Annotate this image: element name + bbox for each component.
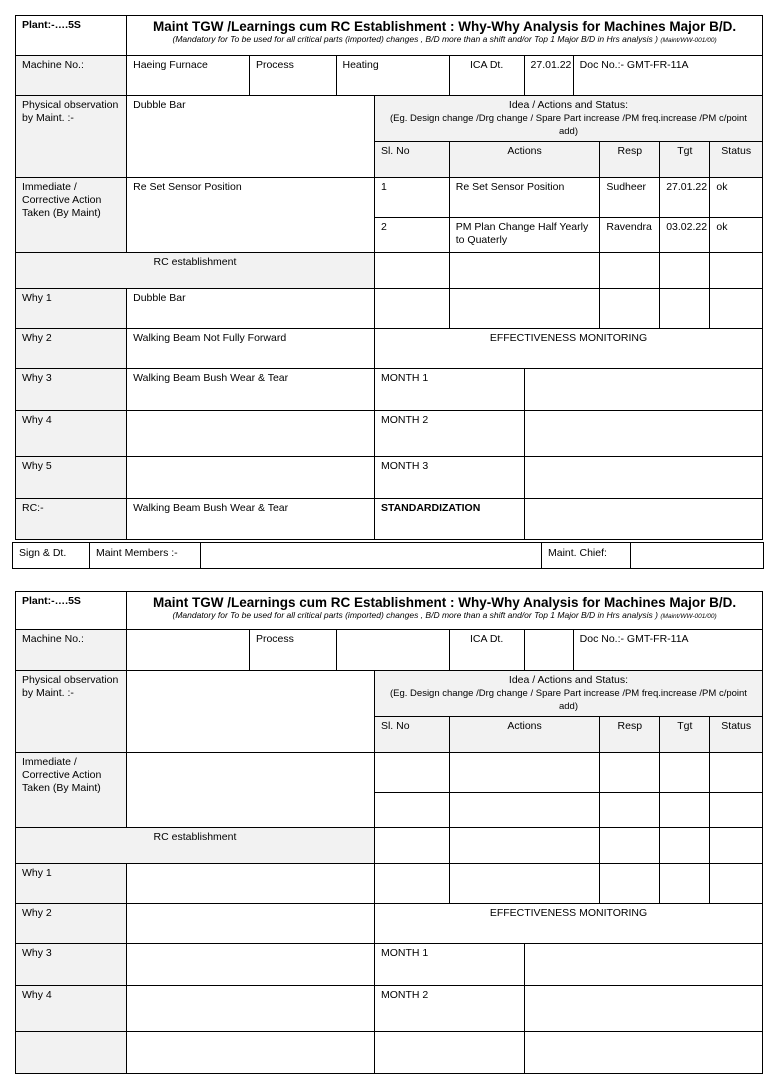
rc-value[interactable]: Walking Beam Bush Wear & Tear — [127, 499, 375, 540]
action-text[interactable]: PM Plan Change Half Yearly to Quaterly — [449, 218, 600, 253]
why5-value[interactable] — [127, 1032, 375, 1074]
sign-date-label: Sign & Dt. — [13, 543, 90, 569]
idea-actions-header: Idea / Actions and Status: (Eg. Design change /Drg change / Spare Part increase /PM freq.increase /PM c/point add) — [374, 96, 762, 142]
action-sl[interactable] — [374, 289, 449, 329]
action-resp[interactable] — [600, 793, 660, 828]
action-tgt[interactable] — [660, 289, 710, 329]
action-resp[interactable] — [600, 289, 660, 329]
effectiveness-monitoring-label: EFFECTIVENESS MONITORING — [374, 329, 762, 369]
ica-dt-value[interactable]: 27.01.22 — [524, 56, 573, 96]
maint-members-value[interactable] — [201, 543, 542, 569]
why5-label: Why 5 — [16, 457, 127, 499]
month2-value[interactable] — [524, 986, 762, 1032]
month1-label: MONTH 1 — [374, 369, 524, 411]
rc-label: RC:- — [16, 499, 127, 540]
why1-label: Why 1 — [16, 289, 127, 329]
tgt-header: Tgt — [660, 142, 710, 178]
why2-label: Why 2 — [16, 329, 127, 369]
month3-label — [374, 1032, 524, 1074]
action-text[interactable] — [449, 864, 600, 904]
process-value[interactable] — [336, 630, 449, 671]
process-value[interactable]: Heating — [336, 56, 449, 96]
maint-members-label: Maint Members :- — [90, 543, 201, 569]
action-tgt[interactable] — [660, 753, 710, 793]
form-header — [127, 592, 763, 630]
machine-no-label: Machine No.: — [16, 630, 127, 671]
machine-no-value[interactable]: Haeing Furnace — [127, 56, 250, 96]
why5-label — [16, 1032, 127, 1074]
why1-value[interactable]: Dubble Bar — [127, 289, 375, 329]
form-subtitle: (Mandatory for To be used for all critical parts (imported) changes , B/D more than a shift and/or Top 1 Major B/D in Hrs analysis ) (Maint/WW-001/00) — [172, 34, 717, 44]
ica-dt-label: ICA Dt. — [449, 56, 524, 96]
month1-value[interactable] — [524, 944, 762, 986]
standardization-label: STANDARDIZATION — [374, 499, 524, 540]
action-tgt[interactable] — [660, 864, 710, 904]
maint-chief-label: Maint. Chief: — [542, 543, 631, 569]
action-sl[interactable] — [374, 753, 449, 793]
month3-value[interactable] — [524, 1032, 762, 1074]
form-title: Maint TGW /Learnings cum RC Establishment : Why-Why Analysis for Machines Major B/D. — [153, 19, 737, 34]
form-subtitle: (Mandatory for To be used for all critical parts (imported) changes , B/D more than a shift and/or Top 1 Major B/D in Hrs analysis ) (Maint/WW-001/00) — [172, 610, 717, 620]
why2-value[interactable] — [127, 904, 375, 944]
why2-value[interactable]: Walking Beam Not Fully Forward — [127, 329, 375, 369]
action-resp[interactable]: Ravendra — [600, 218, 660, 253]
immediate-action-label: Immediate / Corrective Action Taken (By Maint) — [16, 753, 127, 828]
action-sl[interactable] — [374, 793, 449, 828]
physical-observation-label: Physical observation by Maint. :- — [16, 671, 127, 753]
physical-observation-value[interactable]: Dubble Bar — [127, 96, 375, 178]
machine-no-label: Machine No.: — [16, 56, 127, 96]
why5-value[interactable] — [127, 457, 375, 499]
plant-label: Plant:-….5S — [16, 16, 127, 56]
immediate-action-value[interactable] — [127, 753, 375, 828]
doc-no: Doc No.:- GMT-FR-11A — [573, 630, 762, 671]
action-status[interactable] — [710, 828, 763, 864]
action-text[interactable] — [449, 793, 600, 828]
status-header: Status — [710, 717, 763, 753]
action-sl: 1 — [374, 178, 449, 218]
action-text[interactable] — [449, 289, 600, 329]
action-tgt[interactable]: 03.02.22 — [660, 218, 710, 253]
resp-header: Resp — [600, 717, 660, 753]
idea-actions-example: (Eg. Design change /Drg change / Spare Part increase /PM freq.increase /PM c/point add) — [389, 688, 747, 712]
resp-header: Resp — [600, 142, 660, 178]
action-tgt[interactable] — [660, 253, 710, 289]
immediate-action-value[interactable]: Re Set Sensor Position — [127, 178, 375, 253]
action-status[interactable] — [710, 864, 763, 904]
why4-value[interactable] — [127, 986, 375, 1032]
status-header: Status — [710, 142, 763, 178]
doc-no: Doc No.:- GMT-FR-11A — [573, 56, 762, 96]
action-text[interactable] — [449, 253, 600, 289]
action-text[interactable]: Re Set Sensor Position — [449, 178, 600, 218]
why1-value[interactable] — [127, 864, 375, 904]
idea-actions-header: Idea / Actions and Status: (Eg. Design change /Drg change / Spare Part increase /PM freq.increase /PM c/point add) — [374, 671, 762, 717]
plant-label: Plant:-….5S — [16, 592, 127, 630]
sign-row — [12, 542, 764, 569]
action-sl: 2 — [374, 218, 449, 253]
why3-value[interactable] — [127, 944, 375, 986]
action-resp[interactable] — [600, 828, 660, 864]
action-tgt[interactable]: 27.01.22 — [660, 178, 710, 218]
rc-establishment-label: RC establishment — [16, 253, 375, 289]
action-tgt[interactable] — [660, 828, 710, 864]
why2-label: Why 2 — [16, 904, 127, 944]
action-resp[interactable] — [600, 753, 660, 793]
actions-header: Actions — [449, 142, 600, 178]
month2-label: MONTH 2 — [374, 986, 524, 1032]
idea-actions-example: (Eg. Design change /Drg change / Spare Part increase /PM freq.increase /PM c/point add) — [389, 113, 747, 137]
immediate-action-label: Immediate / Corrective Action Taken (By Maint) — [16, 178, 127, 253]
process-label: Process — [249, 630, 336, 671]
action-status[interactable] — [710, 289, 763, 329]
effectiveness-monitoring-label: EFFECTIVENESS MONITORING — [374, 904, 762, 944]
why3-value[interactable]: Walking Beam Bush Wear & Tear — [127, 369, 375, 411]
month2-value[interactable] — [524, 411, 762, 457]
why-why-form-2 — [15, 591, 763, 1074]
form-header — [127, 16, 763, 56]
standardization-value[interactable] — [524, 499, 762, 540]
action-sl[interactable] — [374, 828, 449, 864]
month3-label: MONTH 3 — [374, 457, 524, 499]
why4-value[interactable] — [127, 411, 375, 457]
action-resp[interactable] — [600, 864, 660, 904]
ica-dt-label: ICA Dt. — [449, 630, 524, 671]
machine-no-value[interactable] — [127, 630, 250, 671]
why-why-form-1 — [15, 15, 763, 540]
action-sl[interactable] — [374, 253, 449, 289]
actions-header: Actions — [449, 717, 600, 753]
month1-label: MONTH 1 — [374, 944, 524, 986]
action-tgt[interactable] — [660, 793, 710, 828]
tgt-header: Tgt — [660, 717, 710, 753]
action-status[interactable]: ok — [710, 178, 763, 218]
why3-label: Why 3 — [16, 944, 127, 986]
action-sl[interactable] — [374, 864, 449, 904]
sl-no-header: Sl. No — [374, 717, 449, 753]
why3-label: Why 3 — [16, 369, 127, 411]
action-resp[interactable] — [600, 253, 660, 289]
action-status[interactable]: ok — [710, 218, 763, 253]
rc-establishment-label: RC establishment — [16, 828, 375, 864]
why4-label: Why 4 — [16, 986, 127, 1032]
physical-observation-label: Physical observation by Maint. :- — [16, 96, 127, 178]
action-status[interactable] — [710, 753, 763, 793]
action-text[interactable] — [449, 828, 600, 864]
action-status[interactable] — [710, 253, 763, 289]
form-title: Maint TGW /Learnings cum RC Establishment : Why-Why Analysis for Machines Major B/D. — [153, 595, 737, 610]
month3-value[interactable] — [524, 457, 762, 499]
month2-label: MONTH 2 — [374, 411, 524, 457]
action-resp[interactable]: Sudheer — [600, 178, 660, 218]
process-label: Process — [249, 56, 336, 96]
month1-value[interactable] — [524, 369, 762, 411]
maint-chief-value[interactable] — [631, 543, 764, 569]
action-status[interactable] — [710, 793, 763, 828]
why4-label: Why 4 — [16, 411, 127, 457]
ica-dt-value[interactable] — [524, 630, 573, 671]
action-text[interactable] — [449, 753, 600, 793]
why1-label: Why 1 — [16, 864, 127, 904]
sl-no-header: Sl. No — [374, 142, 449, 178]
physical-observation-value[interactable] — [127, 671, 375, 753]
